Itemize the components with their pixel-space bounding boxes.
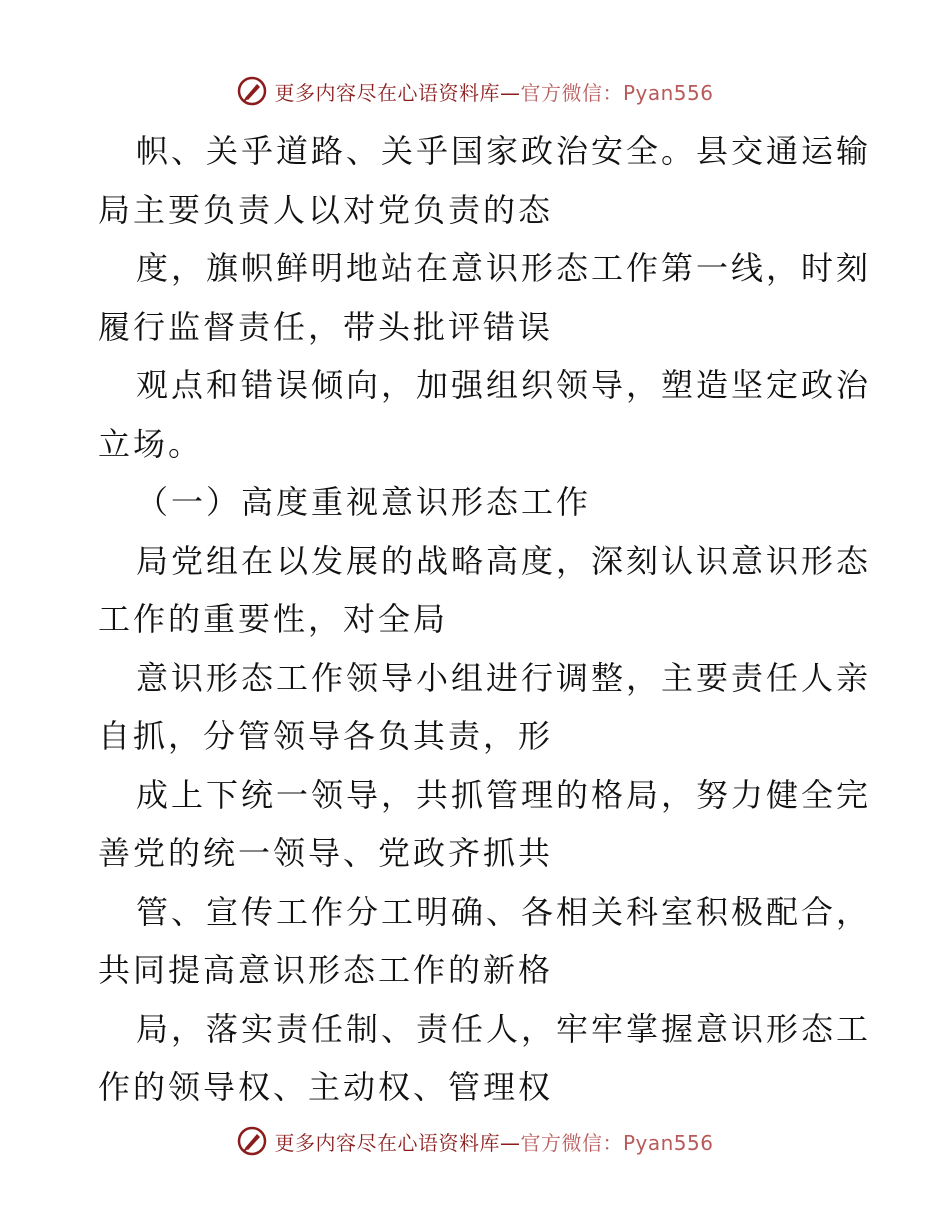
body-line: 局，落实责任制、责任人，牢牢掌握意识形态工 [136, 1009, 872, 1048]
banner-main-text: 更多内容尽在心语资料库 [274, 1130, 500, 1155]
body-line: 局主要负责人以对党负责的态 [98, 190, 554, 229]
banner-main-text: 更多内容尽在心语资料库 [274, 80, 500, 105]
banner-wechat-text: 官方微信：Pyan556 [520, 80, 714, 105]
header-banner [0, 71, 950, 111]
body-line: 意识形态工作领导小组进行调整，主要责任人亲 [136, 658, 872, 697]
document-body [98, 122, 872, 1117]
body-line: 度，旗帜鲜明地站在意识形态工作第一线，时刻 [136, 249, 872, 287]
banner-text [274, 1127, 713, 1156]
banner-text [274, 77, 713, 106]
banner-separator: — [499, 80, 521, 105]
body-line: 工作的重要性，对全局 [98, 600, 449, 638]
body-line: 管、宣传工作分工明确、各相关科室积极配合， [136, 892, 872, 931]
body-line: 善党的统一领导、党政齐抓共 [98, 834, 554, 872]
banner-wechat-text: 官方微信：Pyan556 [520, 1130, 714, 1155]
body-line: 共同提高意识形态工作的新格 [98, 951, 554, 989]
body-line: 自抓，分管领导各负其责，形 [98, 717, 554, 755]
body-line: 局党组在以发展的战略高度，深刻认识意识形态 [136, 541, 872, 580]
footer-banner [0, 1121, 950, 1161]
quill-pen-logo-icon [236, 1125, 268, 1157]
quill-pen-logo-icon [236, 75, 268, 107]
banner-separator: — [499, 1130, 521, 1155]
body-line: 成上下统一领导，共抓管理的格局，努力健全完 [136, 775, 872, 814]
body-line: 观点和错误倾向，加强组织领导，塑造坚定政治 [136, 366, 872, 404]
body-line: 立场。 [98, 424, 204, 463]
body-line: 履行监督责任，带头批评错误 [98, 307, 554, 346]
body-line: 帜、关乎道路、关乎国家政治安全。县交通运输 [136, 132, 872, 170]
body-line: 作的领导权、主动权、管理权 [98, 1068, 554, 1106]
section-heading: （一）高度重视意识形态工作 [136, 483, 592, 521]
